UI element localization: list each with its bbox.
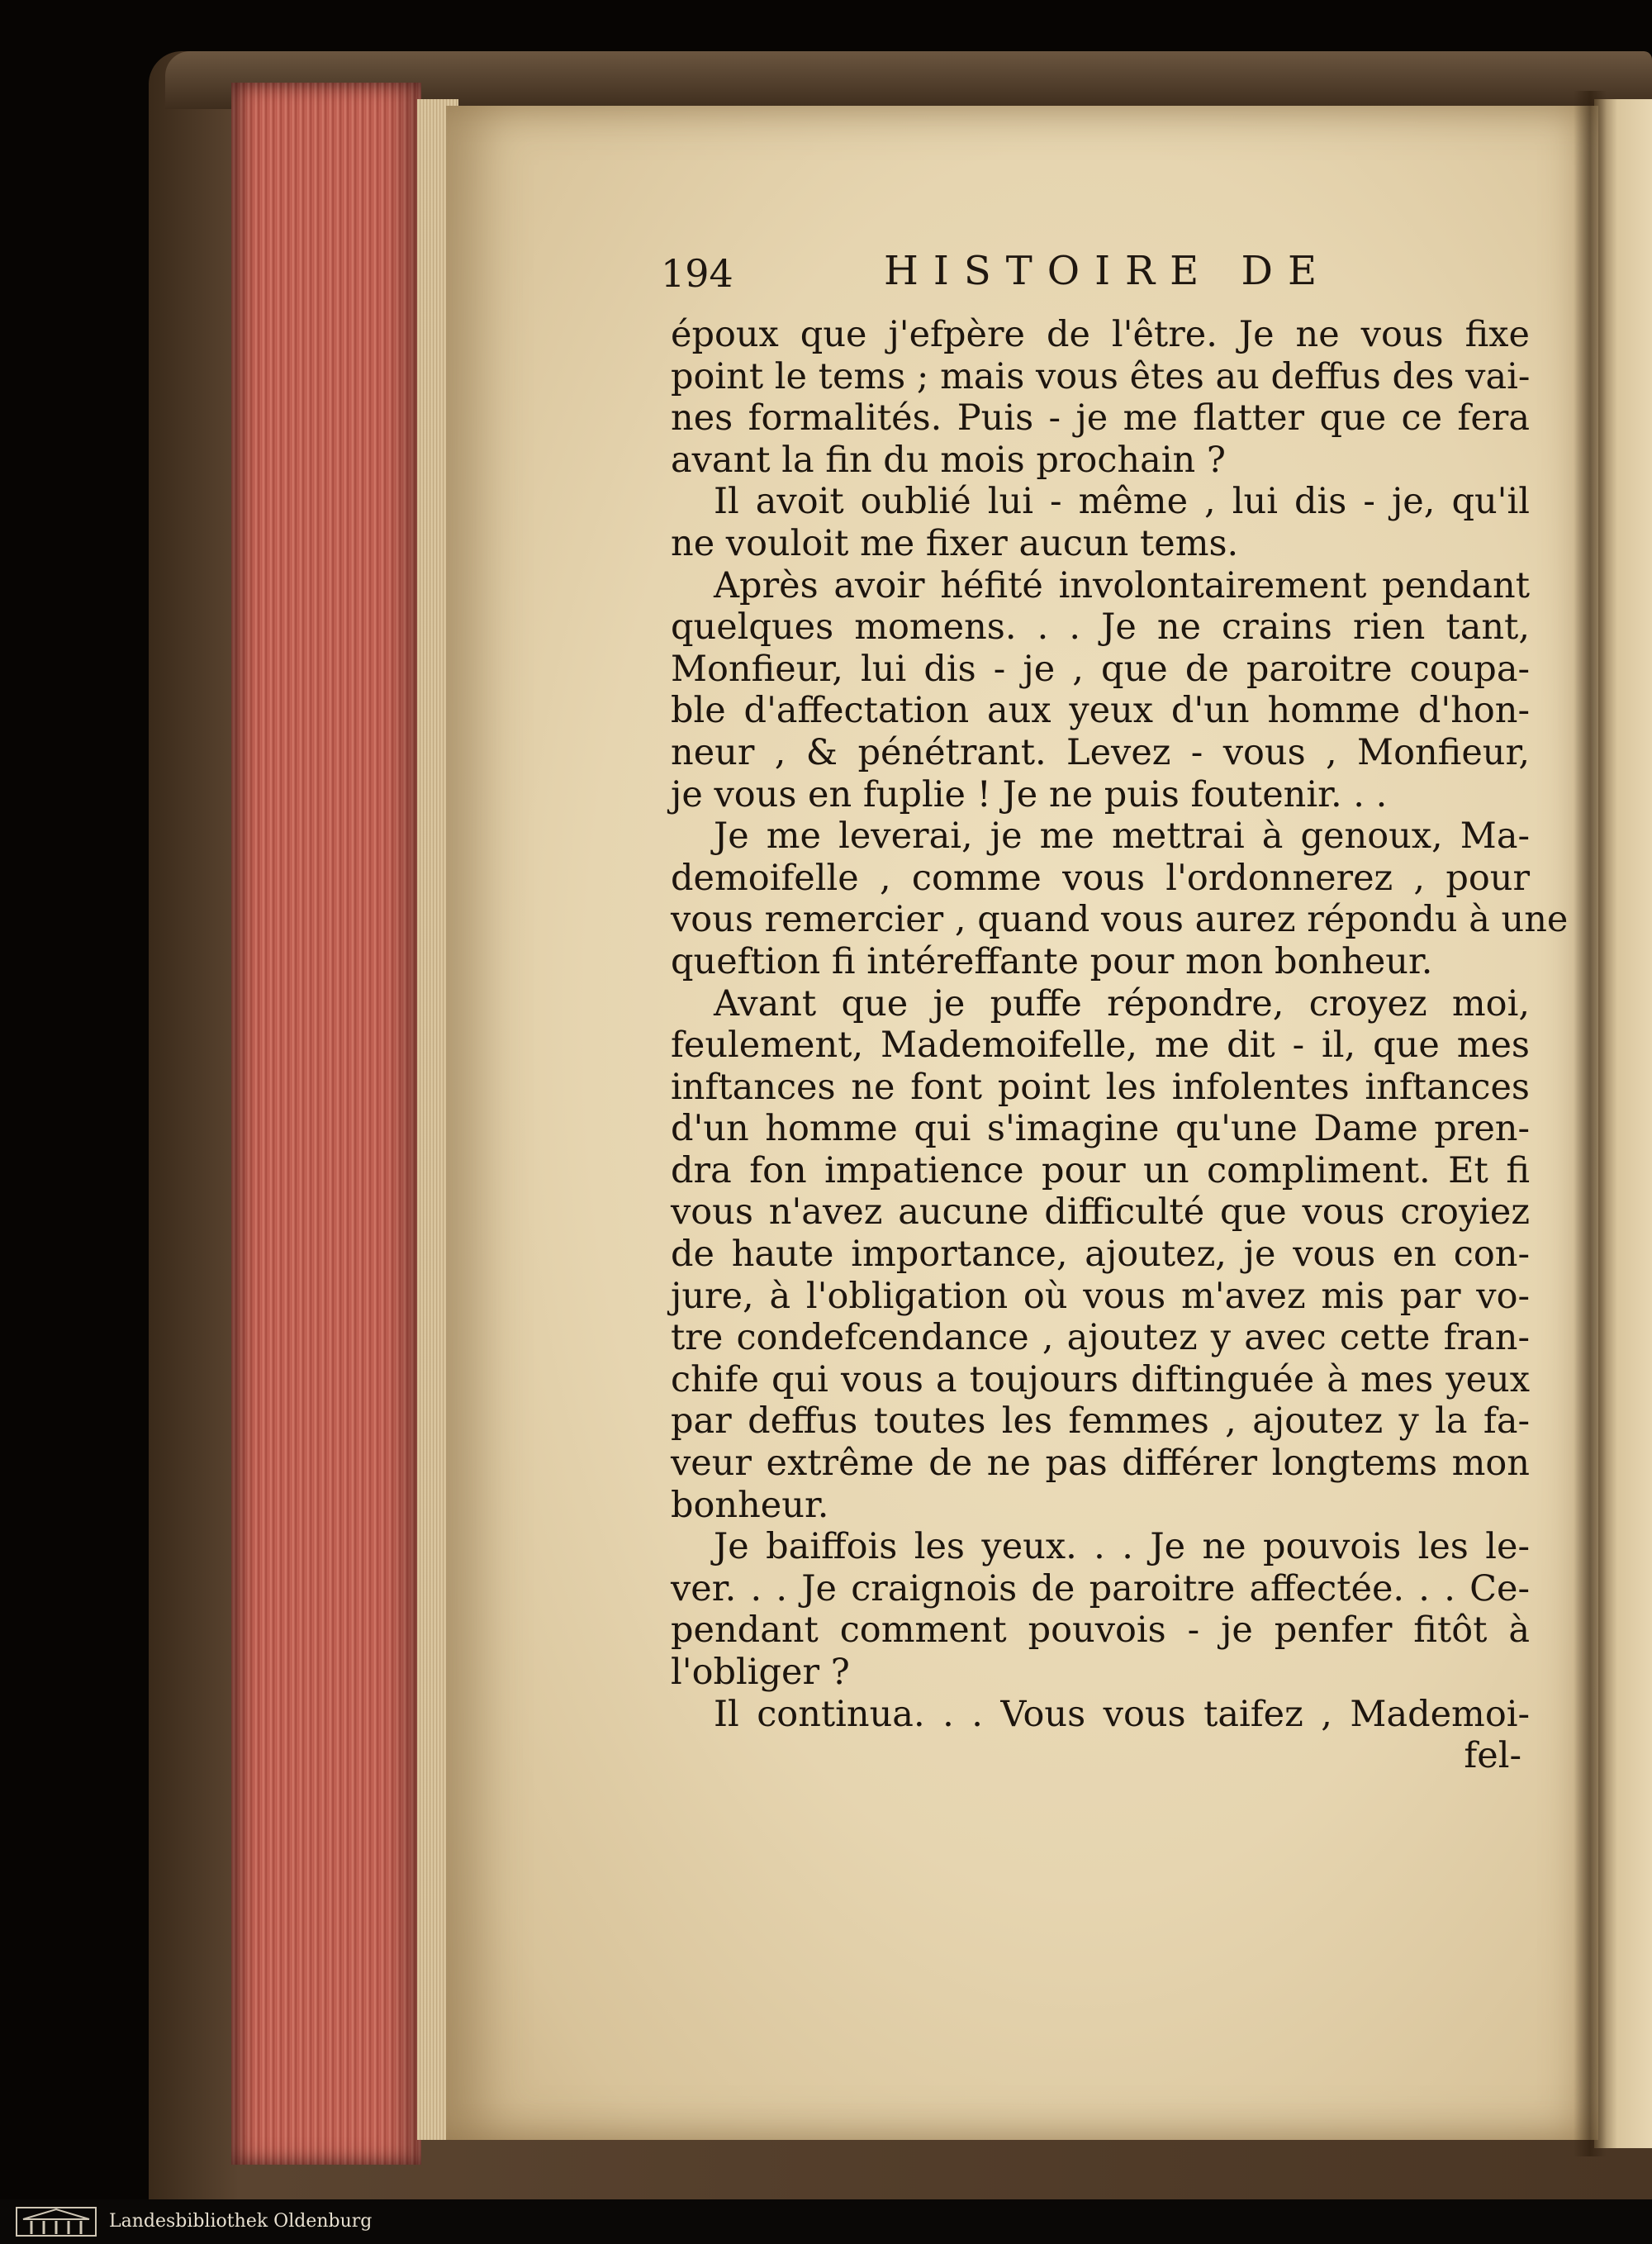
text-line: pendant comment pouvois - je penfer fitôt à bbox=[671, 1609, 1530, 1652]
gutter-shadow bbox=[1574, 91, 1607, 2156]
text-line: Avant que je puffe répondre, croyez moi, bbox=[714, 982, 1530, 1025]
text-line: ver. . . Je craignois de paroitre affectée. . . Ce- bbox=[671, 1567, 1530, 1609]
text-line: vous remercier , quand vous aurez répondu à une bbox=[671, 899, 1569, 941]
footer-bar bbox=[0, 2199, 1652, 2244]
page-header bbox=[661, 248, 1528, 306]
text-line: point le tems ; mais vous êtes au deffus des vai- bbox=[671, 355, 1531, 397]
text-line: bonheur. bbox=[671, 1484, 829, 1526]
text-line: jure, à l'obligation où vous m'avez mis par vo- bbox=[671, 1275, 1530, 1317]
text-line: Monfieur, lui dis - je , que de paroitre coupa- bbox=[671, 648, 1530, 690]
text-line: veur extrême de ne pas différer longtems mon bbox=[671, 1443, 1530, 1485]
text-line: inftances ne font point les infolentes inftances bbox=[671, 1066, 1530, 1108]
text-line: chife qui vous a toujours diftinguée à mes yeux bbox=[671, 1358, 1530, 1400]
text-line: de haute importance, ajoutez, je vous en con- bbox=[671, 1234, 1530, 1276]
text-line: avant la fin du mois prochain ? bbox=[671, 439, 1226, 481]
page-body-text bbox=[671, 314, 1569, 1777]
library-name: Landesbibliothek Oldenburg bbox=[109, 2211, 373, 2232]
text-line: ne vouloit me fixer aucun tems. bbox=[671, 522, 1239, 564]
text-line: par deffus toutes les femmes , ajoutez y la fa- bbox=[671, 1400, 1530, 1443]
text-line: époux que j'efpère de l'être. Je ne vous fixe bbox=[671, 314, 1530, 355]
text-line: Il avoit oublié lui - même , lui dis - je, qu'il bbox=[714, 481, 1530, 523]
library-logo-icon bbox=[15, 2204, 97, 2239]
running-head: HISTOIRE DE bbox=[884, 248, 1332, 294]
text-line: feulement, Mademoifelle, me dit - il, que mes bbox=[671, 1025, 1530, 1067]
text-line: ble d'affectation aux yeux d'un homme d'hon- bbox=[671, 690, 1530, 732]
text-line: Je baiffois les yeux. . . Je ne pouvois les le- bbox=[714, 1526, 1530, 1568]
text-line: l'obliger ? bbox=[671, 1652, 850, 1693]
text-line: Il continua. . . Vous vous taifez , Mademoi- bbox=[714, 1693, 1530, 1735]
text-line: tre condefcendance , ajoutez y avec cette fran- bbox=[671, 1317, 1530, 1359]
text-line: neur , & pénétrant. Levez - vous , Monfieur, bbox=[671, 731, 1530, 773]
red-page-edges bbox=[231, 83, 421, 2165]
text-line: quelques momens. . . Je ne crains rien tant, bbox=[671, 606, 1530, 649]
text-line: dra fon impatience pour un compliment. Et fi bbox=[671, 1149, 1530, 1191]
text-line: nes formalités. Puis - je me flatter que ce fera bbox=[671, 397, 1530, 440]
text-line: je vous en fuplie ! Je ne puis foutenir. . . bbox=[671, 773, 1388, 815]
catchword: fel- bbox=[1464, 1735, 1521, 1777]
text-line: d'un homme qui s'imagine qu'une Dame pren- bbox=[671, 1108, 1530, 1150]
text-line: Je me leverai, je me mettrai à genoux, Ma- bbox=[714, 815, 1530, 858]
text-line: queftion fi intéreffante pour mon bonheur. bbox=[671, 940, 1433, 982]
text-line: vous n'avez aucune difficulté que vous croyiez bbox=[671, 1191, 1530, 1234]
text-line: demoifelle , comme vous l'ordonnerez , pour bbox=[671, 857, 1530, 899]
page-number: 194 bbox=[661, 251, 733, 296]
text-line: Après avoir héfité involontairement pendant bbox=[714, 564, 1530, 606]
